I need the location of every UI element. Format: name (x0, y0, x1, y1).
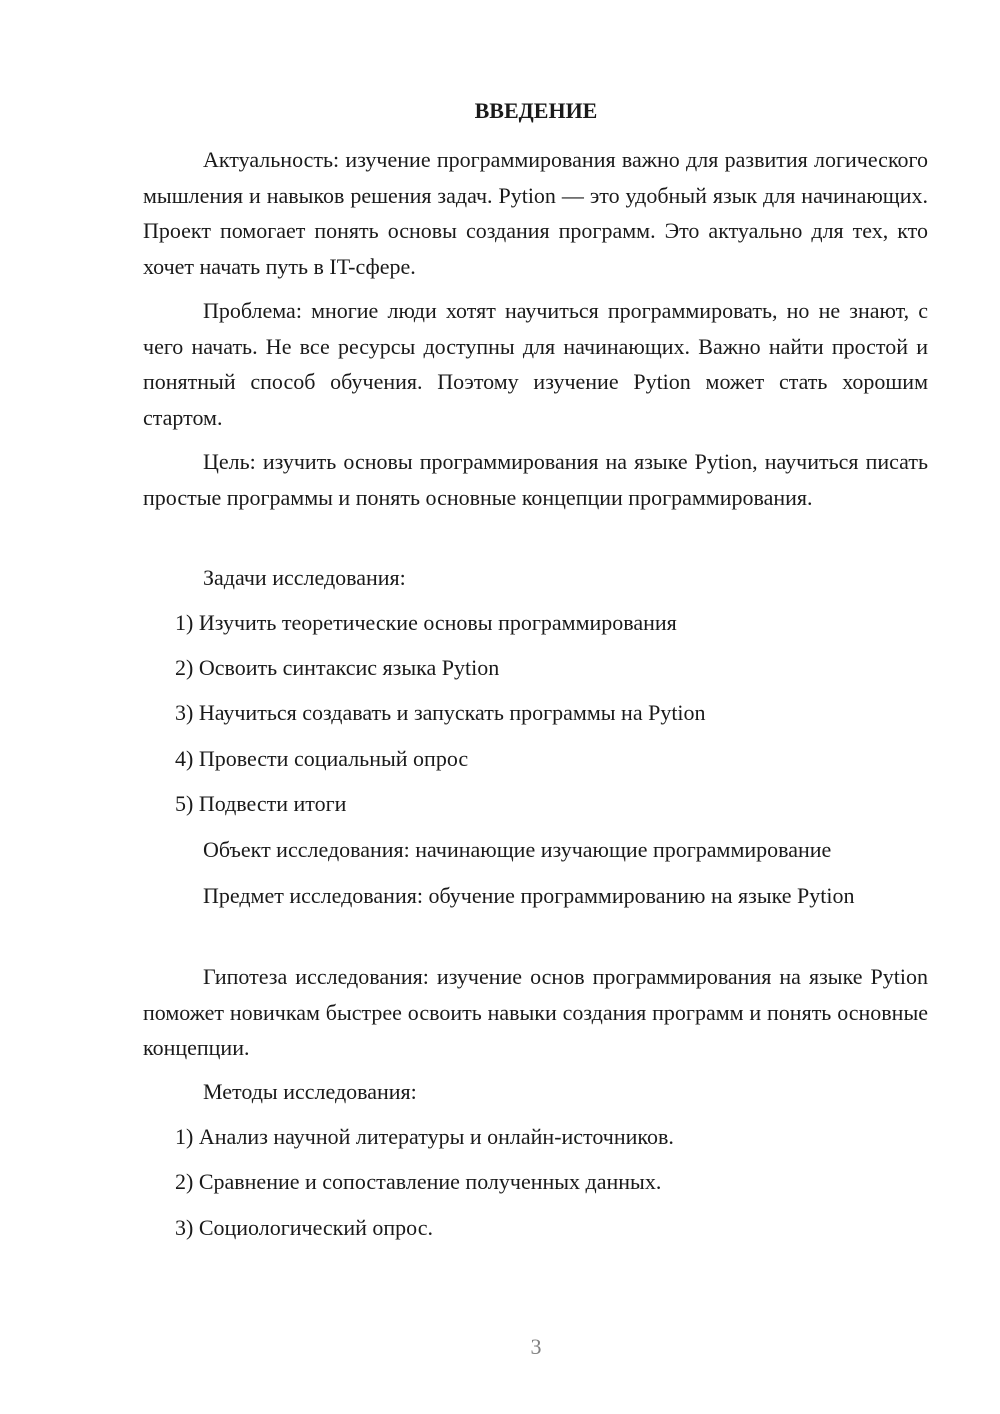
hypothesis-paragraph: Гипотеза исследования: изучение основ программирования на языке Pytion поможет новичкам быстрее освоить навыки создания программ и понять основные концепции. (143, 964, 928, 1060)
method-item-1: 1) Анализ научной литературы и онлайн-источников. (175, 1124, 674, 1149)
method-item-3: 3) Социологический опрос. (175, 1215, 433, 1240)
object-line: Объект исследования: начинающие изучающие программирование (203, 837, 832, 862)
tasks-heading: Задачи исследования: (203, 565, 406, 590)
task-item-2: 2) Освоить синтаксис языка Pytion (175, 655, 500, 680)
subject-paragraph: Предмет исследования: обучение программированию на языке Pytion (203, 883, 855, 908)
goal-paragraph: Цель: изучить основы программирования на языке Pytion, научиться писать простые программы и понять основные концепции программирования. (143, 449, 928, 510)
task-item-4: 4) Провести социальный опрос (175, 746, 469, 771)
method-item-2: 2) Сравнение и сопоставление полученных данных. (175, 1169, 662, 1194)
section-title: ВВЕДЕНИЕ (474, 98, 598, 123)
methods-heading: Методы исследования: (203, 1079, 417, 1104)
task-item-3: 3) Научиться создавать и запускать программы на Pytion (175, 700, 706, 725)
task-item-5: 5) Подвести итоги (175, 791, 347, 816)
task-item-1: 1) Изучить теоретические основы программирования (175, 610, 677, 635)
relevance-paragraph: Актуальность: изучение программирования важно для развития логического мышления и навыков решения задач. Pytion — это удобный язык для начинающих. Проект помогает понять основы создания программ. Это актуально для тех, кто хочет начать путь в IT-сфере. (143, 147, 928, 279)
page-number: 3 (530, 1334, 542, 1359)
problem-paragraph: Проблема: многие люди хотят научиться программировать, но не знают, с чего начать. Не все ресурсы доступны для начинающих. Важно найти простой и понятный способ обучения. Поэтому изучение Pytion может стать хорошим стартом. (143, 298, 928, 430)
